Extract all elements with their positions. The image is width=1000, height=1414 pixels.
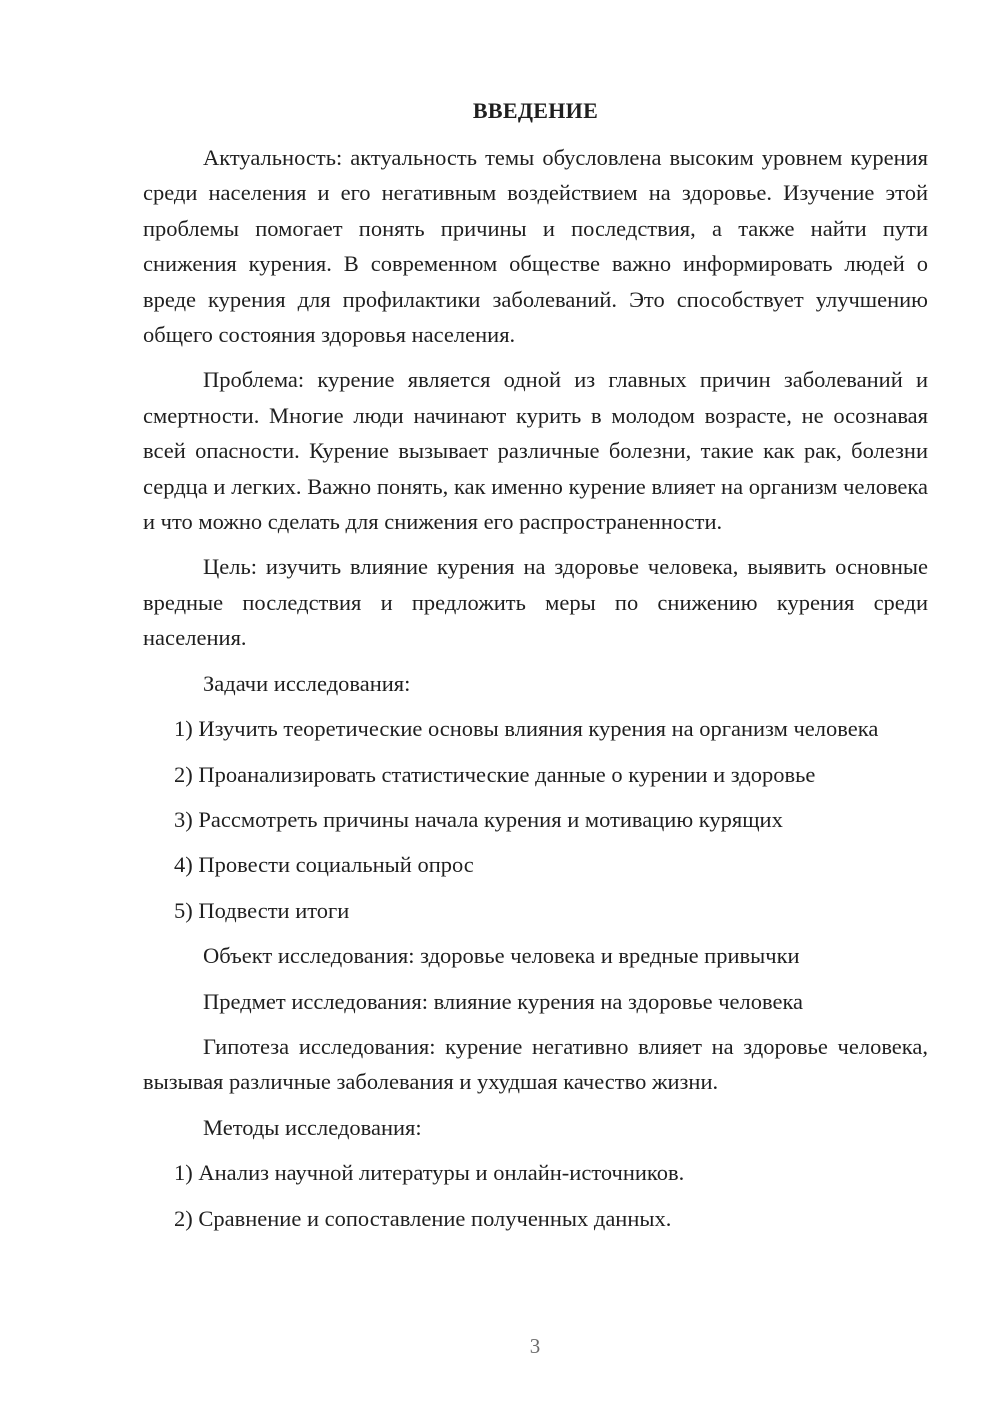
tasks-heading: Задачи исследования:	[203, 670, 411, 696]
method-item-2: 2) Сравнение и сопоставление полученных данных.	[174, 1205, 672, 1231]
page-title: ВВЕДЕНИЕ	[472, 98, 599, 123]
task-item-4: 4) Провести социальный опрос	[174, 852, 474, 878]
task-item-3: 3) Рассмотреть причины начала курения и мотивацию курящих	[174, 806, 783, 832]
task-item-5: 5) Подвести итоги	[174, 897, 350, 923]
research-hypothesis: Гипотеза исследования: курение негативно влияет на здоровье человека, вызывая различные заболевания и ухудшая качество жизни.	[143, 1033, 928, 1095]
research-subject: Предмет исследования: влияние курения на здоровье человека	[203, 988, 804, 1014]
page-number: 3	[529, 1334, 541, 1358]
method-item-1: 1) Анализ научной литературы и онлайн-источников.	[174, 1160, 685, 1186]
task-item-2: 2) Проанализировать статистические данные о курении и здоровье	[174, 761, 816, 787]
task-item-1: 1) Изучить теоретические основы влияния курения на организм человека	[174, 716, 879, 742]
paragraph-goal: Цель: изучить влияние курения на здоровье человека, выявить основные вредные последствия и предложить меры по снижению курения среди населения.	[143, 554, 928, 651]
methods-heading: Методы исследования:	[203, 1114, 422, 1140]
research-object: Объект исследования: здоровье человека и вредные привычки	[203, 943, 800, 969]
document-page	[143, 96, 928, 1246]
paragraph-problem: Проблема: курение является одной из главных причин заболеваний и смертности. Многие люди начинают курить в молодом возрасте, не осознавая всей опасности. Курение вызывает различные болезни, такие как рак, болезни сердца и легких. Важно понять, как именно курение влияет на организм человека и что можно сделать для снижения его распространенности.	[143, 367, 928, 535]
paragraph-relevance: Актуальность: актуальность темы обусловлена высоким уровнем курения среди населения и его негативным воздействием на здоровье. Изучение этой проблемы помогает понять причины и последствия, а также найти пути снижения курения. В современном обществе важно информировать людей о вреде курения для профилактики заболеваний. Это способствует улучшению общего состояния здоровья населения.	[143, 145, 928, 348]
